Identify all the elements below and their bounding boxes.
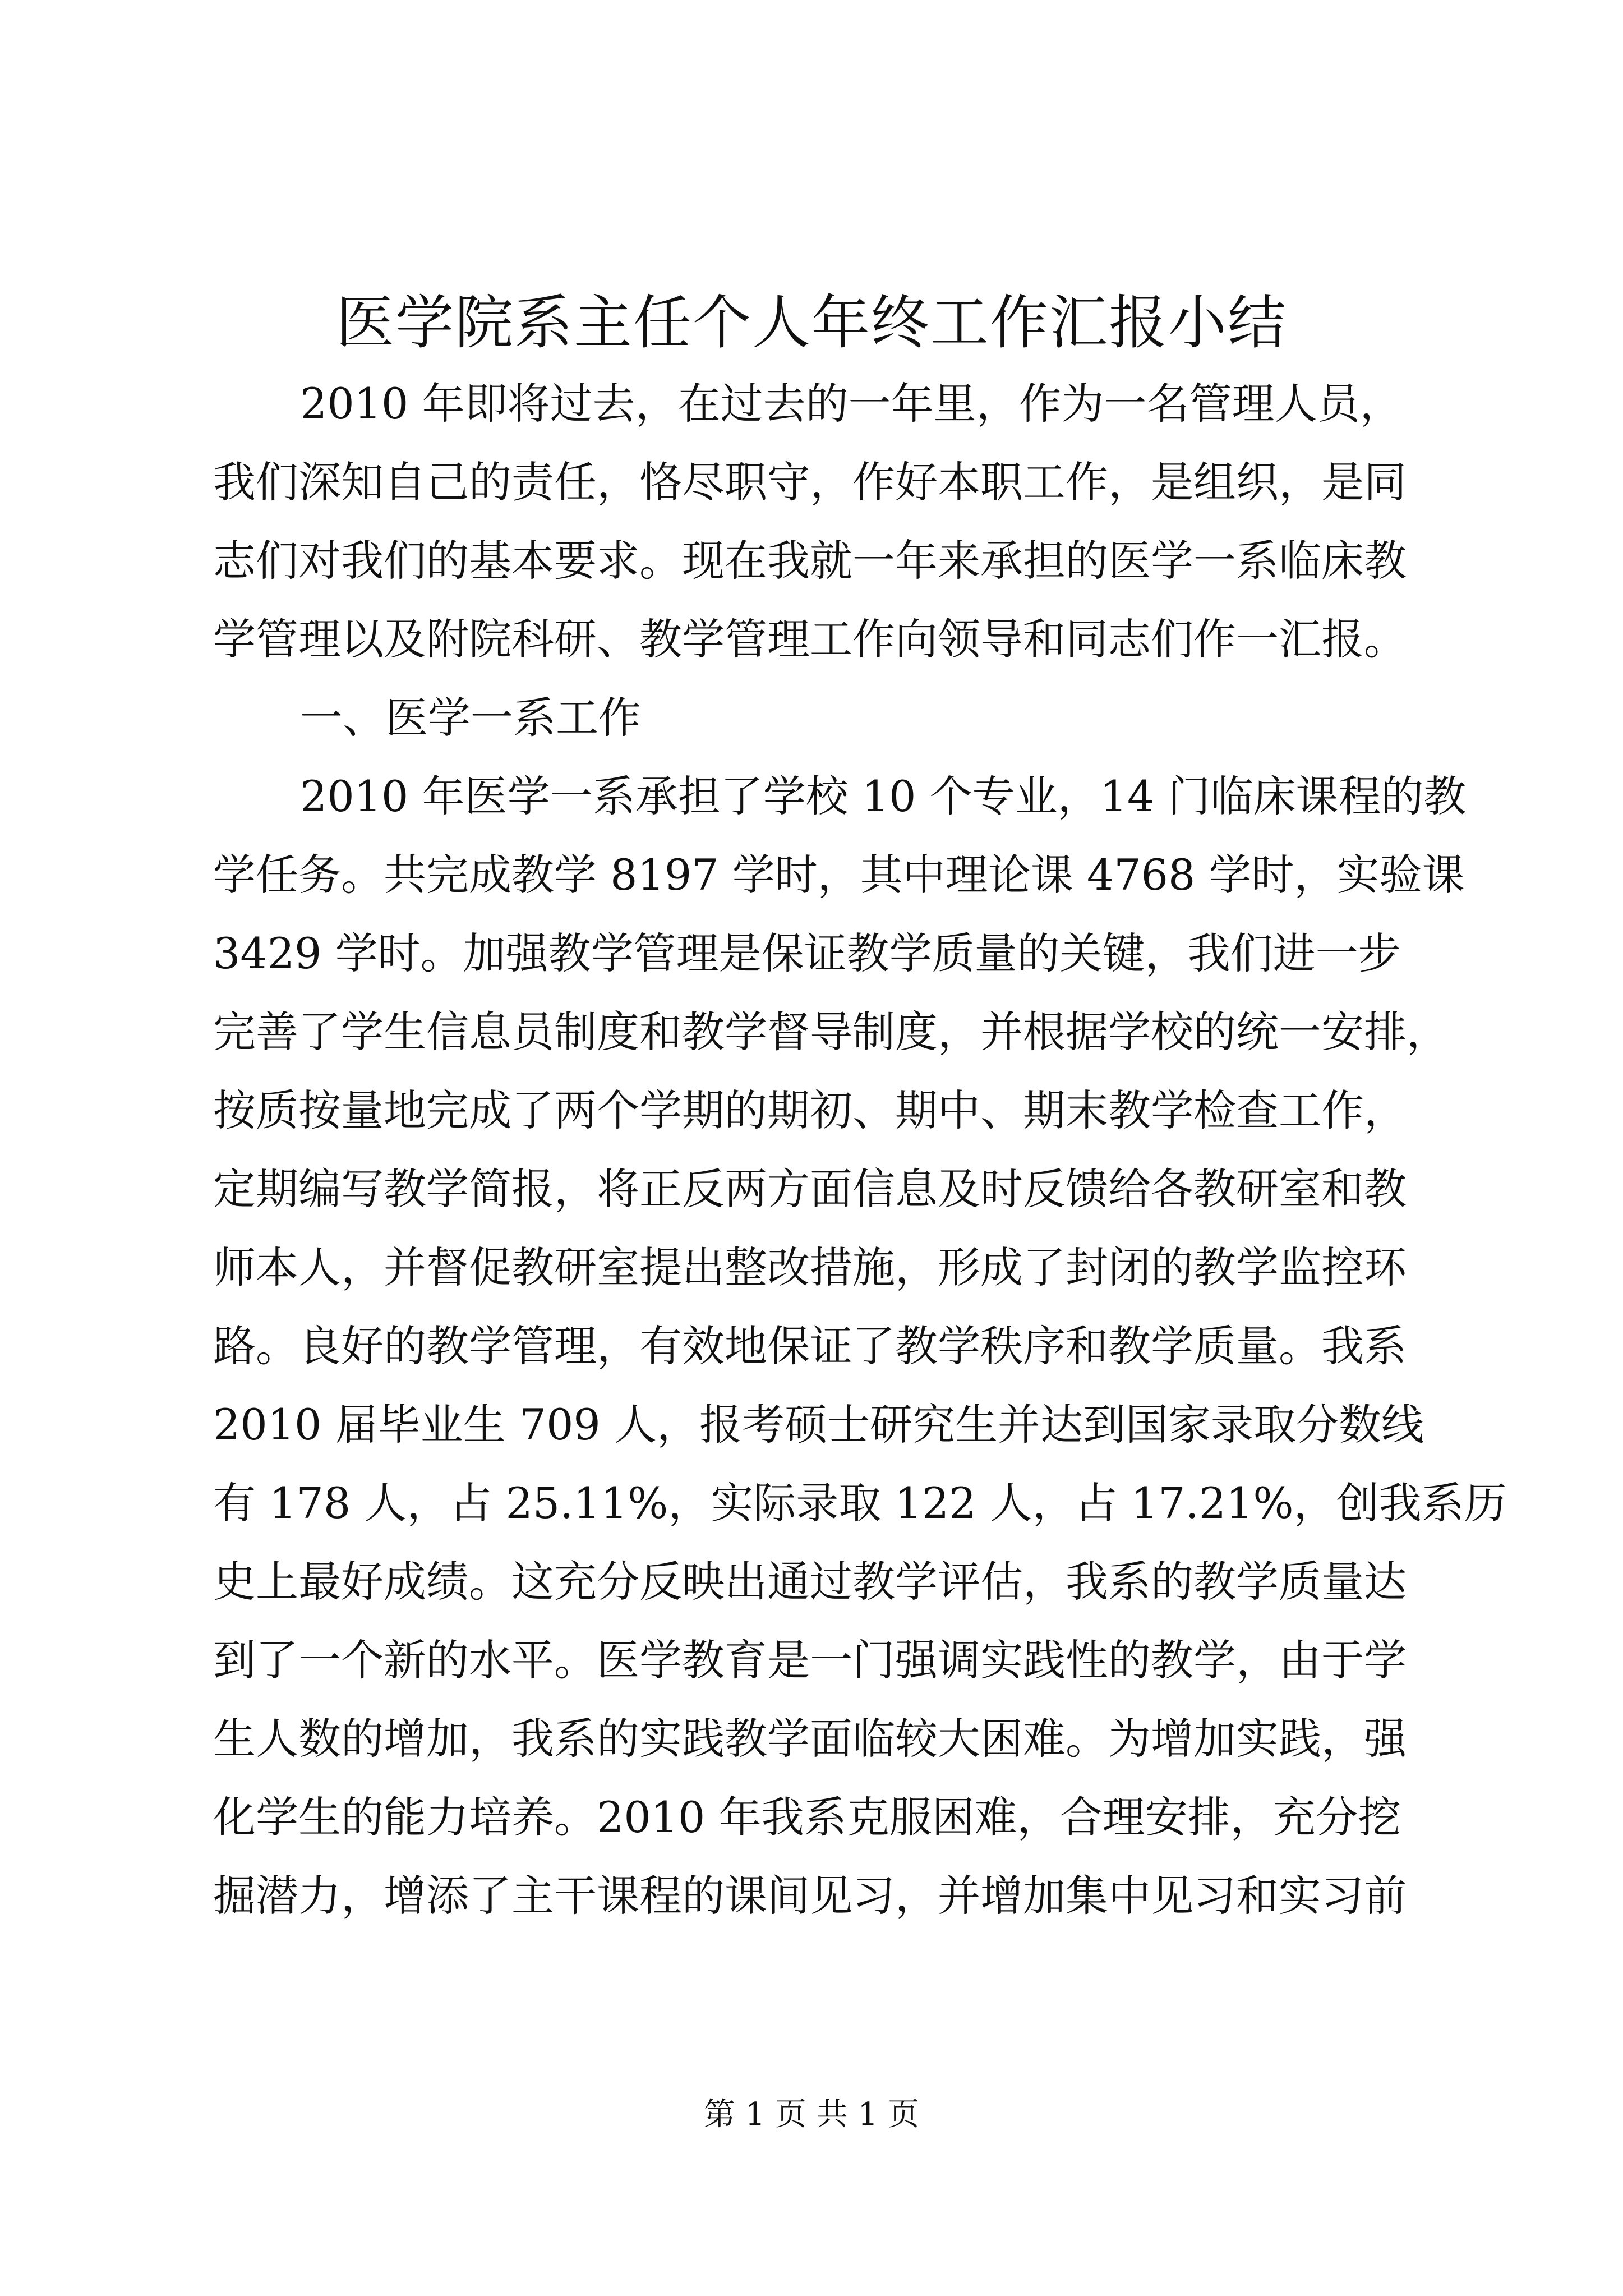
section-heading: 一、医学一系工作: [300, 693, 641, 743]
paragraph-line: 学管理以及附院科研、教学管理工作向领导和同志们作一汇报。: [213, 614, 1407, 664]
paragraph-line: 2010 届毕业生 709 人，报考硕士研究生并达到国家录取分数线: [213, 1400, 1424, 1450]
paragraph-line: 3429 学时。加强教学管理是保证教学质量的关键，我们进一步: [213, 928, 1401, 978]
paragraph-line: 到了一个新的水平。医学教育是一门强调实践性的教学，由于学: [213, 1635, 1407, 1685]
paragraph-line: 我们深知自己的责任，恪尽职守，作好本职工作，是组织，是同: [213, 457, 1407, 507]
paragraph-line: 定期编写教学简报，将正反两方面信息及时反馈给各教研室和教: [213, 1164, 1407, 1214]
paragraph-line: 掘潜力，增添了主干课程的课间见习，并增加集中见习和实习前: [213, 1871, 1407, 1921]
paragraph-line: 志们对我们的基本要求。现在我就一年来承担的医学一系临床教: [213, 536, 1407, 586]
paragraph-line: 学任务。共完成教学 8197 学时，其中理论课 4768 学时，实验课: [213, 850, 1465, 900]
paragraph-line: 师本人，并督促教研室提出整改措施，形成了封闭的教学监控环: [213, 1243, 1407, 1292]
document-title: 医学院系主任个人年终工作汇报小结: [335, 288, 1287, 357]
paragraph-line: 路。良好的教学管理，有效地保证了教学秩序和教学质量。我系: [213, 1321, 1407, 1371]
paragraph-line: 按质按量地完成了两个学期的期初、期中、期末教学检查工作，: [213, 1085, 1407, 1135]
paragraph-line: 有 178 人，占 25.11%，实际录取 122 人，占 17.21%，创我系历: [213, 1478, 1507, 1528]
paragraph-line: 2010 年即将过去，在过去的一年里，作为一名管理人员，: [300, 379, 1403, 429]
page-footer: 第 1 页 共 1 页: [703, 2096, 920, 2133]
paragraph-line: 化学生的能力培养。2010 年我系克服困难，合理安排，充分挖: [213, 1792, 1401, 1842]
paragraph-line: 史上最好成绩。这充分反映出通过教学评估，我系的教学质量达: [213, 1557, 1407, 1607]
paragraph-line: 完善了学生信息员制度和教学督导制度，并根据学校的统一安排，: [213, 1007, 1449, 1057]
paragraph-line: 2010 年医学一系承担了学校 10 个专业，14 门临床课程的教: [300, 771, 1467, 821]
paragraph-line: 生人数的增加，我系的实践教学面临较大困难。为增加实践，强: [213, 1714, 1407, 1764]
